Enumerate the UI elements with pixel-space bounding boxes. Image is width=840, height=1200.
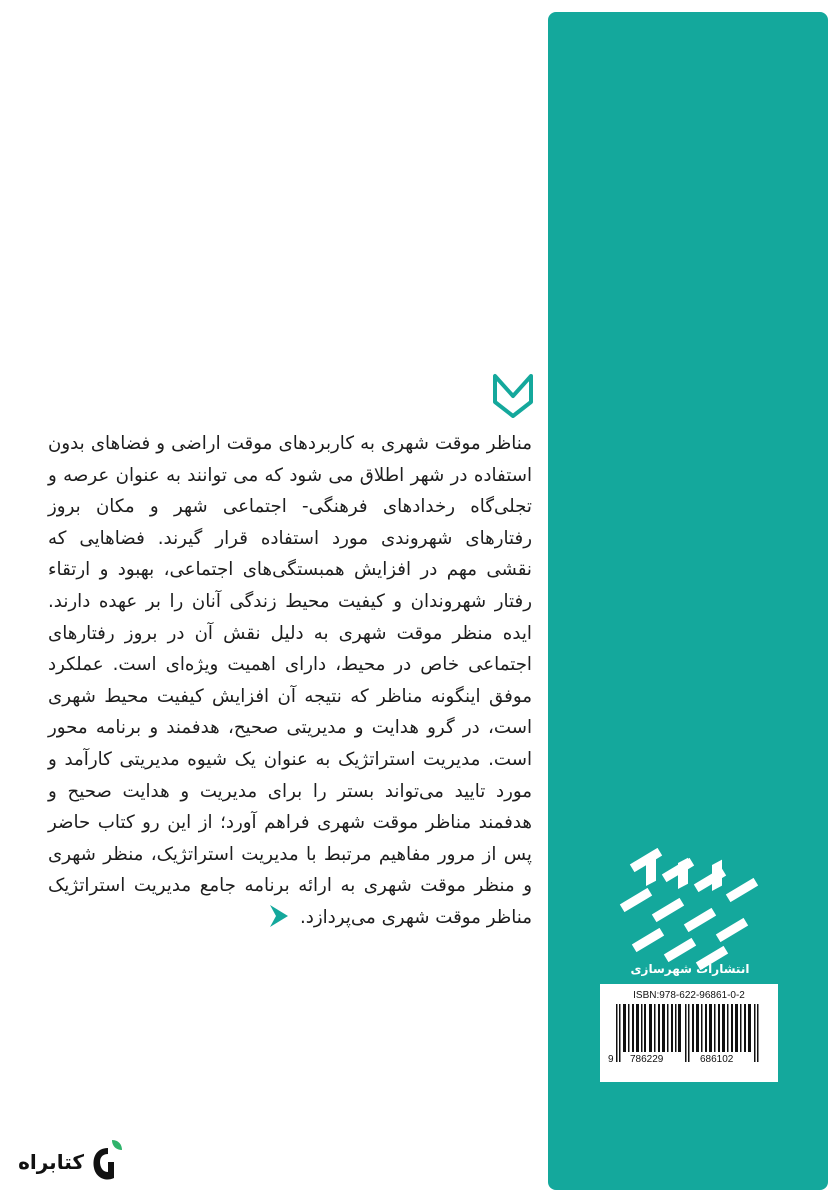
blurb-paragraph bbox=[48, 428, 532, 934]
isbn-barcode bbox=[600, 984, 778, 1082]
barcode-digits-left: 786229 bbox=[630, 1054, 664, 1065]
blurb-text: مناظر موقت شهری به کاربردهای موقت اراضی و فضاهای بدون استفاده در شهر اطلاق می شود که می توانند به عنوان عرصه و تجلی‌گاه رخدادهای فرهنگی- اجتماعی شهر و مکان بروز رفتارهای شهروندی مورد استفاده قرار گیرند. فضاهایی که نقشی مهم در افزایش همبستگی‌های اجتماعی، بهبود و ارتقاء رفتار شهروندان و کیفیت محیط زندگی آنان را بر عهده دارند. ایده منظر موقت شهری به دلیل نقش آن در بروز رفتارهای اجتماعی خاص در محیط، دارای اهمیت ویژه‌ای است. عملکرد موفق اینگونه مناظر که نتیجه آن افزایش کیفیت محیط شهری است، در گرو هدایت و مدیریتی صحیح، هدفمند و برنامه محور است. مدیریت استراتژیک به عنوان یک شیوه مدیریتی کارآمد و مورد تایید می‌تواند بستر را برای مدیریت و هدایت صحیح و هدفمند مناظر موقت شهری فراهم آورد؛ از این رو کتاب حاضر پس از مرور مفاهیم مرتبط با مدیریت استراتژیک، منظر شهری و منظر موقت شهری به ارائه برنامه جامع مدیریت استراتژیک مناظر موقت شهری می‌پردازد. bbox=[48, 433, 532, 928]
ketabrah-wordmark: کتابراه bbox=[18, 1150, 84, 1174]
chevron-bookmark-icon bbox=[492, 372, 534, 418]
barcode-digits-right: 686102 bbox=[700, 1054, 734, 1065]
publisher-name: انتشارات شهرسازی bbox=[630, 962, 750, 976]
isbn-label: ISBN:978-622-96861-0-2 bbox=[633, 990, 745, 1001]
arrow-end-icon bbox=[268, 903, 290, 929]
barcode-digit-lead: 9 bbox=[608, 1054, 614, 1065]
publisher-logo bbox=[616, 846, 766, 970]
ketabrah-logo-icon bbox=[88, 1138, 128, 1184]
